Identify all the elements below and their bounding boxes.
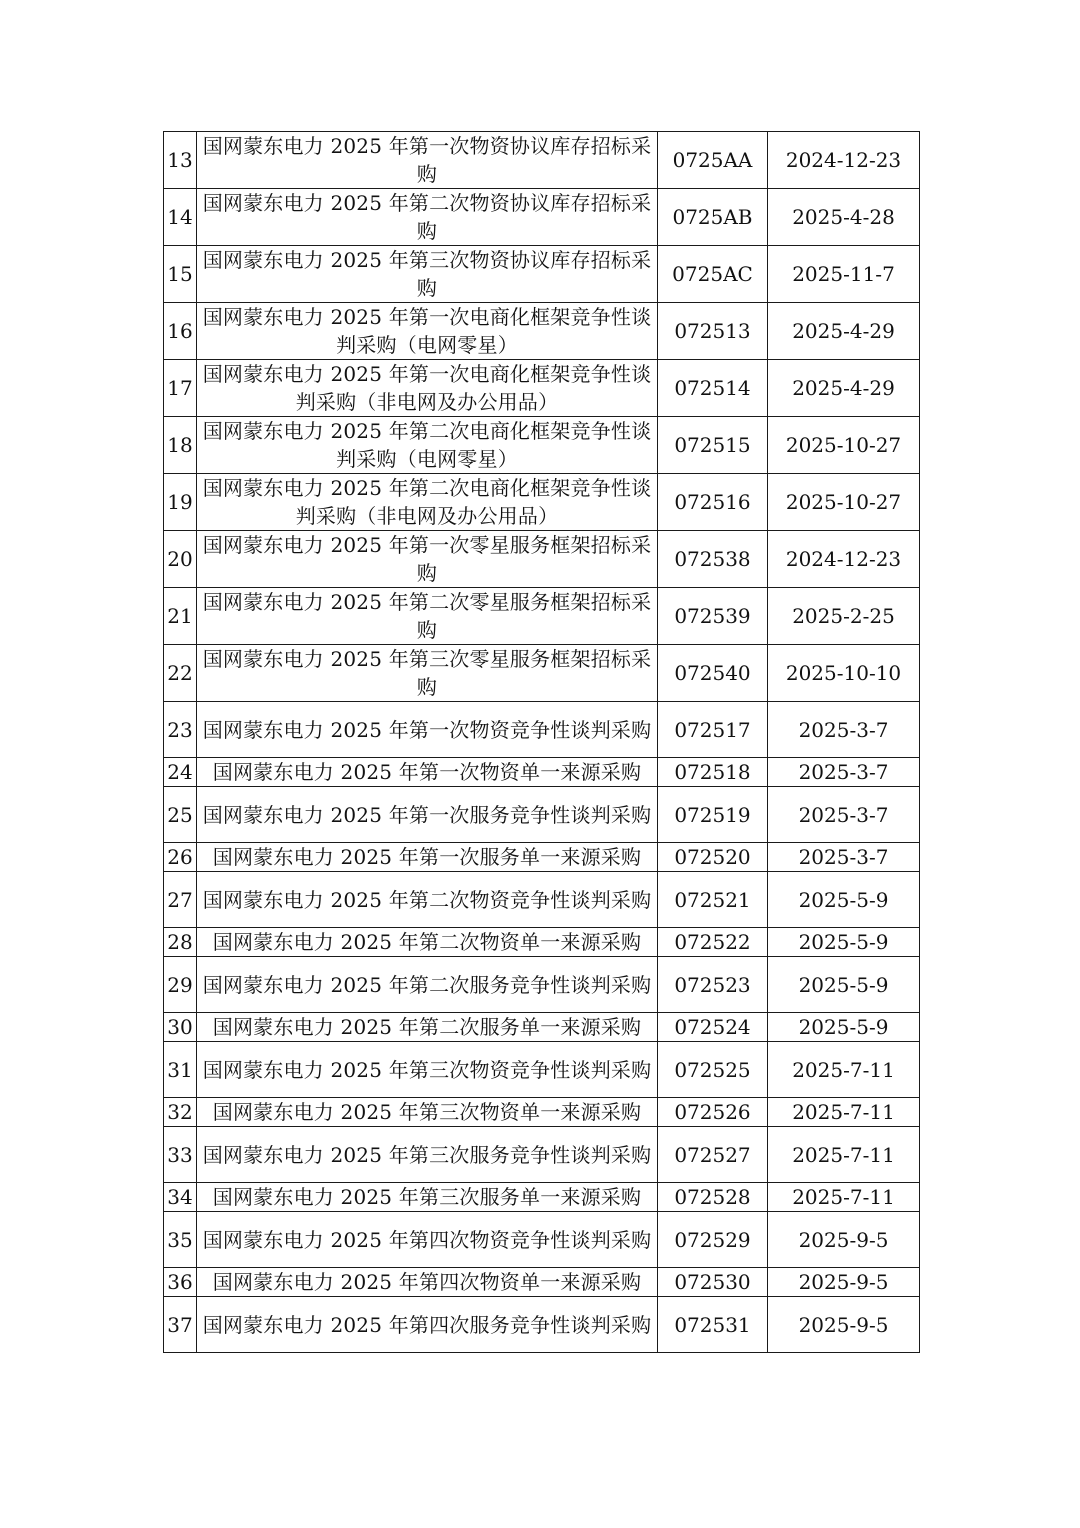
table-row — [164, 588, 920, 645]
date-cell: 2025-7-11 — [768, 1183, 920, 1212]
procurement-name-cell: 国网蒙东电力 2025 年第三次服务竞争性谈判采购 — [197, 1127, 658, 1183]
date-cell: 2025-7-11 — [768, 1042, 920, 1098]
date-cell: 2025-5-9 — [768, 872, 920, 928]
procurement-name-cell: 国网蒙东电力 2025 年第四次物资单一来源采购 — [197, 1268, 658, 1297]
batch-code-cell: 072515 — [658, 417, 768, 474]
batch-code-cell: 0725AB — [658, 189, 768, 246]
date-cell: 2025-4-28 — [768, 189, 920, 246]
table-row — [164, 1013, 920, 1042]
row-number-cell: 18 — [164, 417, 197, 474]
procurement-name-cell: 国网蒙东电力 2025 年第一次零星服务框架招标采购 — [197, 531, 658, 588]
row-number-cell: 30 — [164, 1013, 197, 1042]
row-number-cell: 23 — [164, 702, 197, 758]
date-cell: 2025-7-11 — [768, 1127, 920, 1183]
batch-code-cell: 072527 — [658, 1127, 768, 1183]
table-row — [164, 872, 920, 928]
batch-code-cell: 072518 — [658, 758, 768, 787]
date-cell: 2024-12-23 — [768, 531, 920, 588]
batch-code-cell: 072540 — [658, 645, 768, 702]
batch-code-cell: 072521 — [658, 872, 768, 928]
table-row — [164, 1042, 920, 1098]
procurement-name-cell: 国网蒙东电力 2025 年第二次电商化框架竞争性谈判采购（电网零星） — [197, 417, 658, 474]
procurement-name-cell: 国网蒙东电力 2025 年第二次零星服务框架招标采购 — [197, 588, 658, 645]
row-number-cell: 19 — [164, 474, 197, 531]
batch-code-cell: 072525 — [658, 1042, 768, 1098]
date-cell: 2025-3-7 — [768, 758, 920, 787]
date-cell: 2025-9-5 — [768, 1268, 920, 1297]
procurement-name-cell: 国网蒙东电力 2025 年第三次物资单一来源采购 — [197, 1098, 658, 1127]
batch-code-cell: 072519 — [658, 787, 768, 843]
batch-code-cell: 0725AA — [658, 132, 768, 189]
procurement-name-cell: 国网蒙东电力 2025 年第一次服务竞争性谈判采购 — [197, 787, 658, 843]
row-number-cell: 29 — [164, 957, 197, 1013]
row-number-cell: 13 — [164, 132, 197, 189]
row-number-cell: 36 — [164, 1268, 197, 1297]
row-number-cell: 17 — [164, 360, 197, 417]
table-row — [164, 246, 920, 303]
table-row — [164, 1183, 920, 1212]
date-cell: 2025-4-29 — [768, 303, 920, 360]
batch-code-cell: 072523 — [658, 957, 768, 1013]
batch-code-cell: 072529 — [658, 1212, 768, 1268]
row-number-cell: 32 — [164, 1098, 197, 1127]
date-cell: 2025-11-7 — [768, 246, 920, 303]
table-row — [164, 1268, 920, 1297]
date-cell: 2025-5-9 — [768, 957, 920, 1013]
date-cell: 2025-3-7 — [768, 843, 920, 872]
row-number-cell: 37 — [164, 1297, 197, 1353]
procurement-name-cell: 国网蒙东电力 2025 年第二次物资协议库存招标采购 — [197, 189, 658, 246]
date-cell: 2025-7-11 — [768, 1098, 920, 1127]
row-number-cell: 31 — [164, 1042, 197, 1098]
row-number-cell: 35 — [164, 1212, 197, 1268]
table-body — [164, 132, 920, 1353]
procurement-name-cell: 国网蒙东电力 2025 年第三次物资协议库存招标采购 — [197, 246, 658, 303]
table-row — [164, 1212, 920, 1268]
table-row — [164, 702, 920, 758]
table-row — [164, 303, 920, 360]
table-row — [164, 531, 920, 588]
batch-code-cell: 072528 — [658, 1183, 768, 1212]
table-row — [164, 360, 920, 417]
date-cell: 2025-10-27 — [768, 417, 920, 474]
batch-code-cell: 072539 — [658, 588, 768, 645]
table-row — [164, 1098, 920, 1127]
procurement-name-cell: 国网蒙东电力 2025 年第四次服务竞争性谈判采购 — [197, 1297, 658, 1353]
procurement-name-cell: 国网蒙东电力 2025 年第三次物资竞争性谈判采购 — [197, 1042, 658, 1098]
row-number-cell: 34 — [164, 1183, 197, 1212]
row-number-cell: 25 — [164, 787, 197, 843]
table-row — [164, 787, 920, 843]
procurement-schedule-table — [163, 131, 920, 1353]
batch-code-cell: 072514 — [658, 360, 768, 417]
table-row — [164, 843, 920, 872]
procurement-name-cell: 国网蒙东电力 2025 年第二次服务单一来源采购 — [197, 1013, 658, 1042]
batch-code-cell: 072530 — [658, 1268, 768, 1297]
procurement-name-cell: 国网蒙东电力 2025 年第一次物资单一来源采购 — [197, 758, 658, 787]
batch-code-cell: 072516 — [658, 474, 768, 531]
table-row — [164, 758, 920, 787]
row-number-cell: 21 — [164, 588, 197, 645]
batch-code-cell: 0725AC — [658, 246, 768, 303]
date-cell: 2025-4-29 — [768, 360, 920, 417]
date-cell: 2025-9-5 — [768, 1297, 920, 1353]
batch-code-cell: 072531 — [658, 1297, 768, 1353]
batch-code-cell: 072520 — [658, 843, 768, 872]
procurement-name-cell: 国网蒙东电力 2025 年第一次电商化框架竞争性谈判采购（电网零星） — [197, 303, 658, 360]
date-cell: 2025-10-27 — [768, 474, 920, 531]
date-cell: 2025-9-5 — [768, 1212, 920, 1268]
table-row — [164, 957, 920, 1013]
procurement-name-cell: 国网蒙东电力 2025 年第三次服务单一来源采购 — [197, 1183, 658, 1212]
batch-code-cell: 072517 — [658, 702, 768, 758]
row-number-cell: 14 — [164, 189, 197, 246]
procurement-name-cell: 国网蒙东电力 2025 年第一次物资竞争性谈判采购 — [197, 702, 658, 758]
row-number-cell: 27 — [164, 872, 197, 928]
row-number-cell: 16 — [164, 303, 197, 360]
row-number-cell: 33 — [164, 1127, 197, 1183]
batch-code-cell: 072538 — [658, 531, 768, 588]
procurement-name-cell: 国网蒙东电力 2025 年第二次物资单一来源采购 — [197, 928, 658, 957]
row-number-cell: 20 — [164, 531, 197, 588]
row-number-cell: 28 — [164, 928, 197, 957]
procurement-name-cell: 国网蒙东电力 2025 年第二次物资竞争性谈判采购 — [197, 872, 658, 928]
table-row — [164, 645, 920, 702]
row-number-cell: 22 — [164, 645, 197, 702]
table-row — [164, 132, 920, 189]
date-cell: 2025-3-7 — [768, 787, 920, 843]
row-number-cell: 26 — [164, 843, 197, 872]
table-row — [164, 474, 920, 531]
table-row — [164, 928, 920, 957]
table-row — [164, 1297, 920, 1353]
table-row — [164, 189, 920, 246]
procurement-name-cell: 国网蒙东电力 2025 年第一次电商化框架竞争性谈判采购（非电网及办公用品） — [197, 360, 658, 417]
table-row — [164, 417, 920, 474]
date-cell: 2025-10-10 — [768, 645, 920, 702]
batch-code-cell: 072524 — [658, 1013, 768, 1042]
row-number-cell: 15 — [164, 246, 197, 303]
procurement-name-cell: 国网蒙东电力 2025 年第四次物资竞争性谈判采购 — [197, 1212, 658, 1268]
procurement-name-cell: 国网蒙东电力 2025 年第三次零星服务框架招标采购 — [197, 645, 658, 702]
batch-code-cell: 072522 — [658, 928, 768, 957]
date-cell: 2024-12-23 — [768, 132, 920, 189]
procurement-name-cell: 国网蒙东电力 2025 年第一次服务单一来源采购 — [197, 843, 658, 872]
batch-code-cell: 072513 — [658, 303, 768, 360]
date-cell: 2025-2-25 — [768, 588, 920, 645]
procurement-name-cell: 国网蒙东电力 2025 年第一次物资协议库存招标采购 — [197, 132, 658, 189]
row-number-cell: 24 — [164, 758, 197, 787]
date-cell: 2025-5-9 — [768, 928, 920, 957]
batch-code-cell: 072526 — [658, 1098, 768, 1127]
procurement-name-cell: 国网蒙东电力 2025 年第二次电商化框架竞争性谈判采购（非电网及办公用品） — [197, 474, 658, 531]
procurement-name-cell: 国网蒙东电力 2025 年第二次服务竞争性谈判采购 — [197, 957, 658, 1013]
date-cell: 2025-5-9 — [768, 1013, 920, 1042]
date-cell: 2025-3-7 — [768, 702, 920, 758]
table-row — [164, 1127, 920, 1183]
